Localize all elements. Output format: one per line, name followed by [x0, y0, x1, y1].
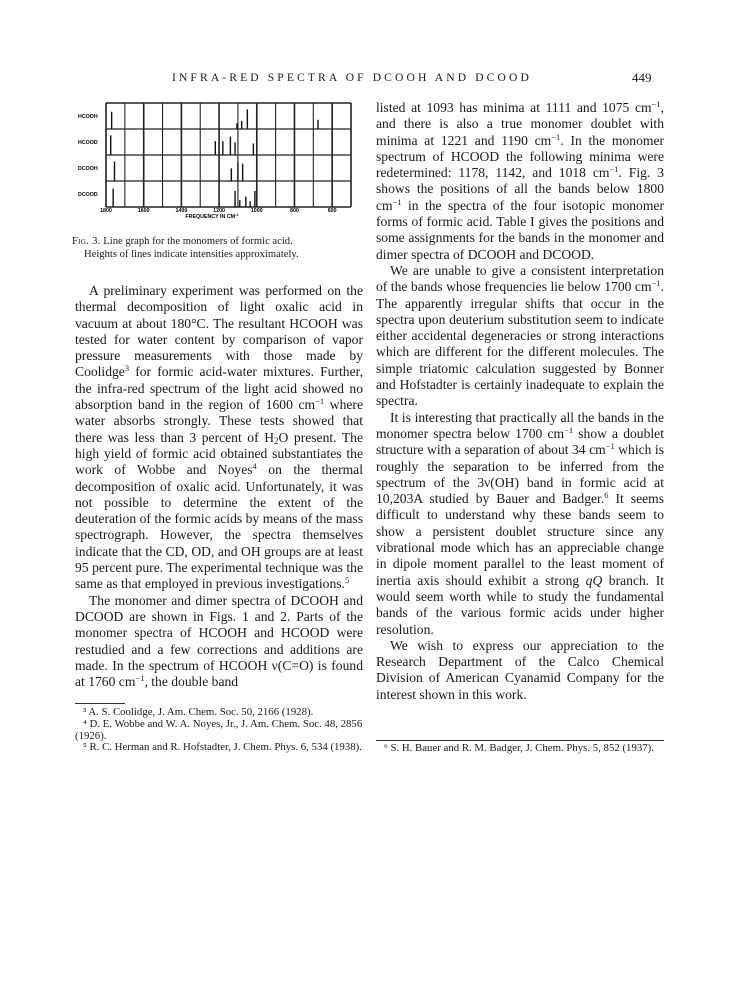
chart-rows: [78, 109, 318, 207]
caption-line-2: Heights of lines indicate intensities approximately.: [84, 248, 299, 260]
footnote: ⁶ S. H. Bauer and R. M. Badger, J. Chem. Phys. 5, 852 (1937).: [384, 742, 654, 754]
tick-label: 1600: [137, 208, 150, 214]
right-column: [376, 100, 664, 703]
tick-label: 600: [327, 208, 337, 214]
left-column: [75, 283, 363, 690]
paragraph: The monomer and dimer spectra of DCOOH and DCOOD are shown in Figs. 1 and 2. Parts of the monomer spectra of HCOOH and HCOOD were restudied and a few corrections and additions are made. In the spectrum of HCOOH ν(C=O) is found at 1760 $cm^{-1}$, the double band: [75, 592, 363, 690]
tick-label: 1000: [250, 208, 263, 214]
figure-caption: [72, 236, 368, 261]
figure-label: Fig. 3.: [72, 236, 101, 247]
paragraph: listed at 1093 has minima at 1111 and 1075 $cm^{-1}$, and there is also a true monomer doublet with minima at 1221 and 1190 $cm^{-1}$. In the monomer spectrum of HCOOD the following minima were redetermined: 1178, 1142, and 1018 $cm^{-1}$. Fig. 3 shows the positions of all the bands below 1800 $cm^{-1}$ in the spectra of the four isotopic monomer forms of formic acid. Table I gives the positions and some assignments for the bands in the monomer and dimer spectra of DCOOH and DCOOD.: [376, 99, 664, 262]
footnote: ³ A. S. Coolidge, J. Am. Chem. Soc. 50, 2166 (1928).: [83, 706, 314, 718]
footnote: ⁴ D. E. Wobbe and W. A. Noyes, Jr., J. Am. Chem. Soc. 48, 2856 (1926).: [75, 717, 363, 742]
row-label: HCOOD: [78, 140, 98, 146]
caption-line-1: Line graph for the monomers of formic acid.: [103, 236, 293, 247]
footnotes-left: [75, 707, 363, 754]
tick-label: 1800: [100, 208, 112, 214]
footnote-rule: [75, 703, 125, 704]
paragraph: A preliminary experiment was performed on the thermal decomposition of light oxalic acid in vacuum at about 180°C. The resultant HCOOH was tested for water content by comparison of vapor pressure measurements with those made by Coolidge$^3$ for formic acid-water mixtures. Further, the infra-red spectrum of the light acid showed no absorption band in the region of 1600 $cm^{-1}$ where water absorbs strongly. These tests showed that there was less than 3 percent of $H_2O$ present. The high yield of formic acid obtained substantiates the work of Wobbe and Noyes$^4$ on the thermal decomposition of oxalic acid. Unfortunately, it was not possible to determine the extent of the deuteration of the formic acids by means of the mass spectrograph. However, the spectra themselves indicate that the CD, OD, and OH groups are at least 95 percent pure. The experimental technique was the same as that employed in previous investigations.$^5$: [75, 283, 364, 592]
paragraph: We are unable to give a consistent interpretation of the bands whose frequencies lie below 1700 $cm^{-1}$. The apparently irregular shifts that occur in the spectra upon deuterium substitution seem to indicate either accidental degeneracies or strong interactions which are different for the different molecules. The simple triatomic calculation suggested by Bonner and Hofstadter is certainly inadequate to explain the spectra.: [376, 262, 664, 409]
x-axis-label: FREQUENCY IN $CM^{-1}$: [185, 212, 239, 220]
tick-label: 1200: [213, 208, 225, 214]
figure-3: [72, 99, 368, 259]
paragraph: It is interesting that practically all the bands in the monomer spectra below 1700 $cm^{-1}$ show a doublet structure with a separation of about 34 $cm^{-1}$ which is roughly the separation to be inferred from the spectrum of the 3ν(OH) band in formic acid at 10,203A studied by Bauer and Badger.$^6$ It seems difficult to understand why these bands seem to show a persistent doublet structure since any vibrational mode which has an appreciable change in dipole moment parallel to the least moment of inertia axis should exhibit a strong qQ branch. It would seem worth while to study the fundamental bands of the various formic acids under higher resolution.: [376, 409, 665, 637]
running-head: [0, 71, 736, 91]
footnote: ⁵ R. C. Herman and R. Hofstadter, J. Chem. Phys. 6, 534 (1938).: [83, 741, 362, 754]
tick-label: 1400: [175, 208, 188, 214]
chart-grid: [106, 103, 351, 207]
paragraph: We wish to express our appreciation to the Research Department of the Calco Chemical Division of American Cyanamid Company for the interest shown in this work.: [376, 637, 664, 702]
row-label: DCOOH: [78, 166, 98, 172]
row-label: DCOOD: [78, 192, 98, 198]
footnote-rule: [376, 740, 664, 741]
line-graph: [72, 99, 368, 233]
footnotes-right: [376, 743, 664, 755]
row-label: HCOOH: [78, 114, 98, 120]
running-title: INFRA-RED SPECTRA OF DCOOH AND DCOOD: [172, 71, 532, 84]
x-axis-label-superscript: -1: [235, 212, 239, 217]
page-number: 449: [632, 70, 652, 85]
tick-label: 800: [290, 208, 299, 214]
